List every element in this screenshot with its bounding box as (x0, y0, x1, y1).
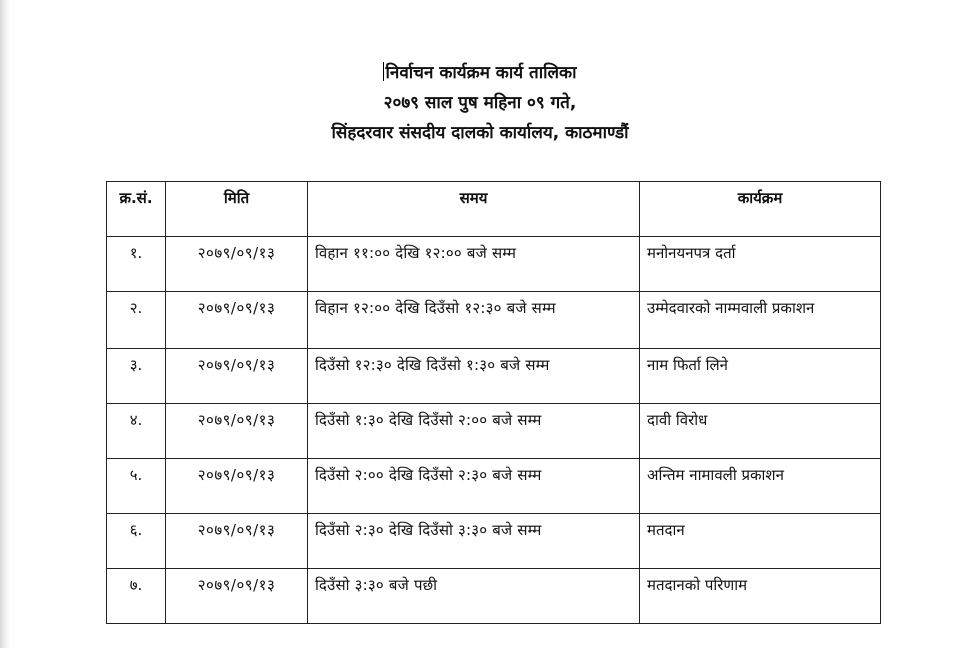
table-row (107, 292, 881, 349)
column-header-time: समय (308, 182, 640, 237)
cell-date: २०७९/०९/१३ (166, 349, 308, 404)
column-header-program: कार्यक्रम (640, 182, 881, 237)
cell-time: दिउँसो २:०० देखि दिउँसो २:३० बजे सम्म (308, 459, 640, 514)
cell-program: दावी विरोध (640, 404, 881, 459)
table-header-row (107, 182, 881, 237)
cell-date: २०७९/०९/१३ (166, 404, 308, 459)
cell-sn: १. (107, 237, 166, 292)
cell-sn: २. (107, 292, 166, 349)
cell-sn: ५. (107, 459, 166, 514)
cell-date: २०७९/०९/१३ (166, 569, 308, 624)
cell-date: २०७९/०९/१३ (166, 459, 308, 514)
cell-date: २०७९/०९/१३ (166, 292, 308, 349)
cell-program: उम्मेदवारको नाम्मवाली प्रकाशन (640, 292, 881, 349)
cell-program: नाम फिर्ता लिने (640, 349, 881, 404)
column-header-sn: क्र.सं. (107, 182, 166, 237)
cell-time: दिउँसो २:३० देखि दिउँसो ३:३० बजे सम्म (308, 514, 640, 569)
cell-program: मतदानको परिणाम (640, 569, 881, 624)
cell-program: मनोनयनपत्र दर्ता (640, 237, 881, 292)
cell-sn: ३. (107, 349, 166, 404)
table-row (107, 404, 881, 459)
cell-sn: ७. (107, 569, 166, 624)
cell-sn: ६. (107, 514, 166, 569)
cell-time: विहान ११:०० देखि १२:०० बजे सम्म (308, 237, 640, 292)
table-row (107, 569, 881, 624)
cell-program: अन्तिम नामावली प्रकाशन (640, 459, 881, 514)
title-text: निर्वाचन कार्यक्रम कार्य तालिका (385, 63, 577, 83)
table-row (107, 349, 881, 404)
cell-time: दिउँसो ३:३० बजे पछी (308, 569, 640, 624)
table-row (107, 514, 881, 569)
election-schedule-table (106, 181, 881, 624)
cell-time: विहान १२:०० देखि दिउँसो १२:३० बजे सम्म (308, 292, 640, 349)
cell-time: दिउँसो १२:३० देखि दिउँसो १:३० बजे सम्म (308, 349, 640, 404)
column-header-date: मिति (166, 182, 308, 237)
document-office-line: सिंहदरवार संसदीय दालको कार्यालय, काठमाण्डौं (331, 123, 629, 143)
document-date-line: २०७९ साल पुष महिना ०९ गते, (383, 93, 577, 113)
document-title (0, 61, 960, 85)
cell-date: २०७९/०९/१३ (166, 237, 308, 292)
cell-date: २०७९/०९/१३ (166, 514, 308, 569)
cell-sn: ४. (107, 404, 166, 459)
cell-program: मतदान (640, 514, 881, 569)
table-row (107, 459, 881, 514)
cell-time: दिउँसो १:३० देखि दिउँसो २:०० बजे सम्म (308, 404, 640, 459)
table-row (107, 237, 881, 292)
